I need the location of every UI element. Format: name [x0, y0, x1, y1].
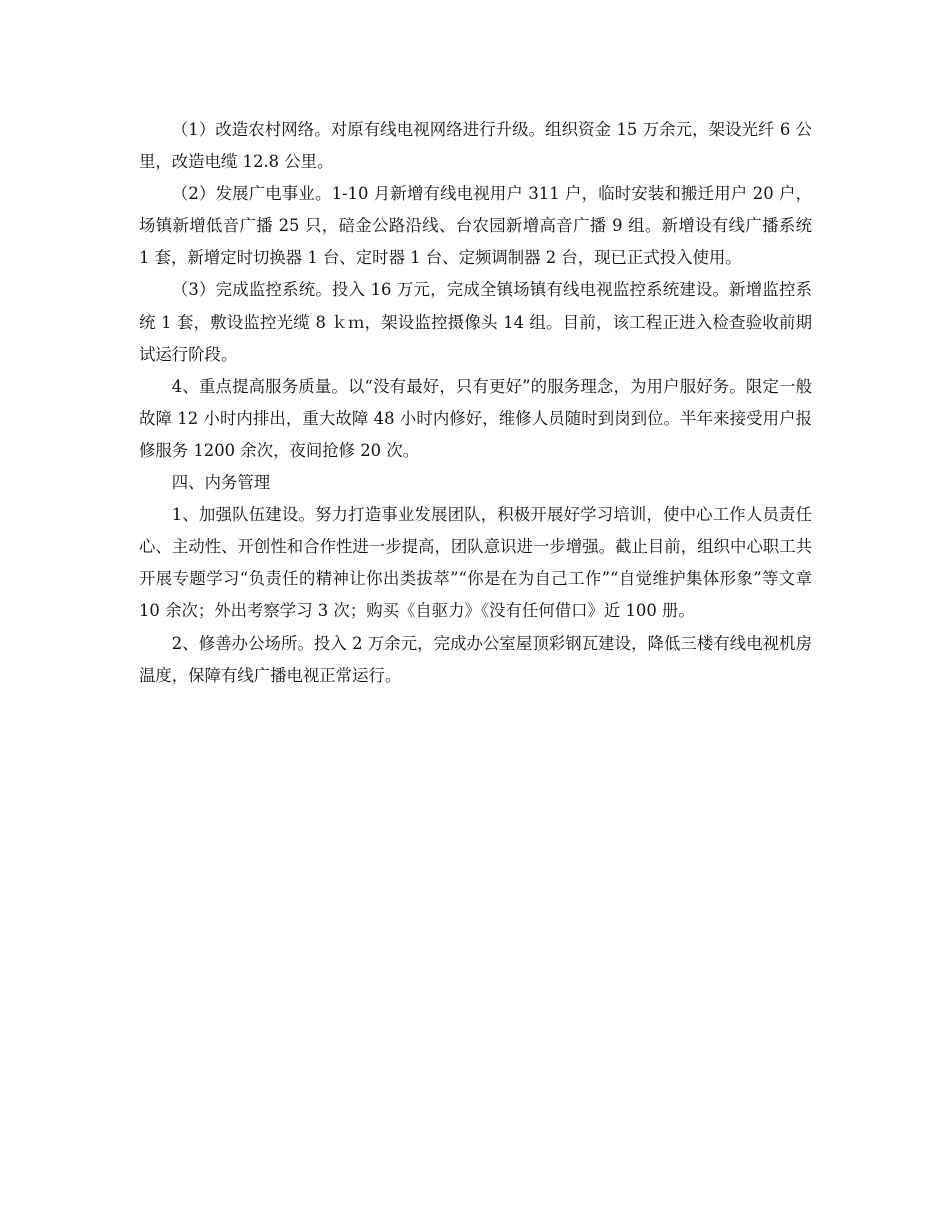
paragraph-monitoring-system: （3）完成监控系统。投入 16 万元，完成全镇场镇有线电视监控系统建设。新增监控系统 1 套，敷设监控光缆 8 ｋｍ，架设监控摄像头 14 组。目前，该工程正进入检查验收前期试运行阶段。 — [139, 280, 812, 364]
document-body — [139, 114, 812, 692]
paragraph-rural-network: （1）改造农村网络。对原有线电视网络进行升级。组织资金 15 万余元，架设光纤 6 公里，改造电缆 12.8 公里。 — [139, 120, 812, 172]
paragraph-office-improvement: 2、修善办公场所。投入 2 万余元，完成办公室屋顶彩钢瓦建设，降低三楼有线电视机房温度，保障有线广播电视正常运行。 — [139, 633, 812, 685]
section-heading-internal-management: 四、内务管理 — [171, 473, 271, 493]
paragraph-service-quality: 4、重点提高服务质量。以“没有最好，只有更好”的服务理念，为用户服好务。限定一般故障 12 小时内排出，重大故障 48 小时内修好，维修人员随时到岗到位。半年来接受用户报修服务 1200 余次，夜间抢修 20 次。 — [139, 376, 812, 460]
paragraph-broadcast-development: （2）发展广电事业。1-10 月新增有线电视用户 311 户，临时安装和搬迁用户 20 户，场镇新增低音广播 25 只，碚金公路沿线、台农园新增高音广播 9 组。新增设有线广播系统 1 套，新增定时切换器 1 台、定时器 1 台、定频调制器 2 台，现已正式投入使用。 — [139, 184, 812, 268]
paragraph-team-building: 1、加强队伍建设。努力打造事业发展团队，积极开展好学习培训，使中心工作人员责任心、主动性、开创性和合作性进一步提高，团队意识进一步增强。截止目前，组织中心职工共开展专题学习“负责任的精神让你出类拔萃”“你是在为自己工作”“自觉维护集体形象”等文章 10 余次；外出考察学习 3 次；购买《自驱力》《没有任何借口》近 100 册。 — [139, 505, 812, 621]
